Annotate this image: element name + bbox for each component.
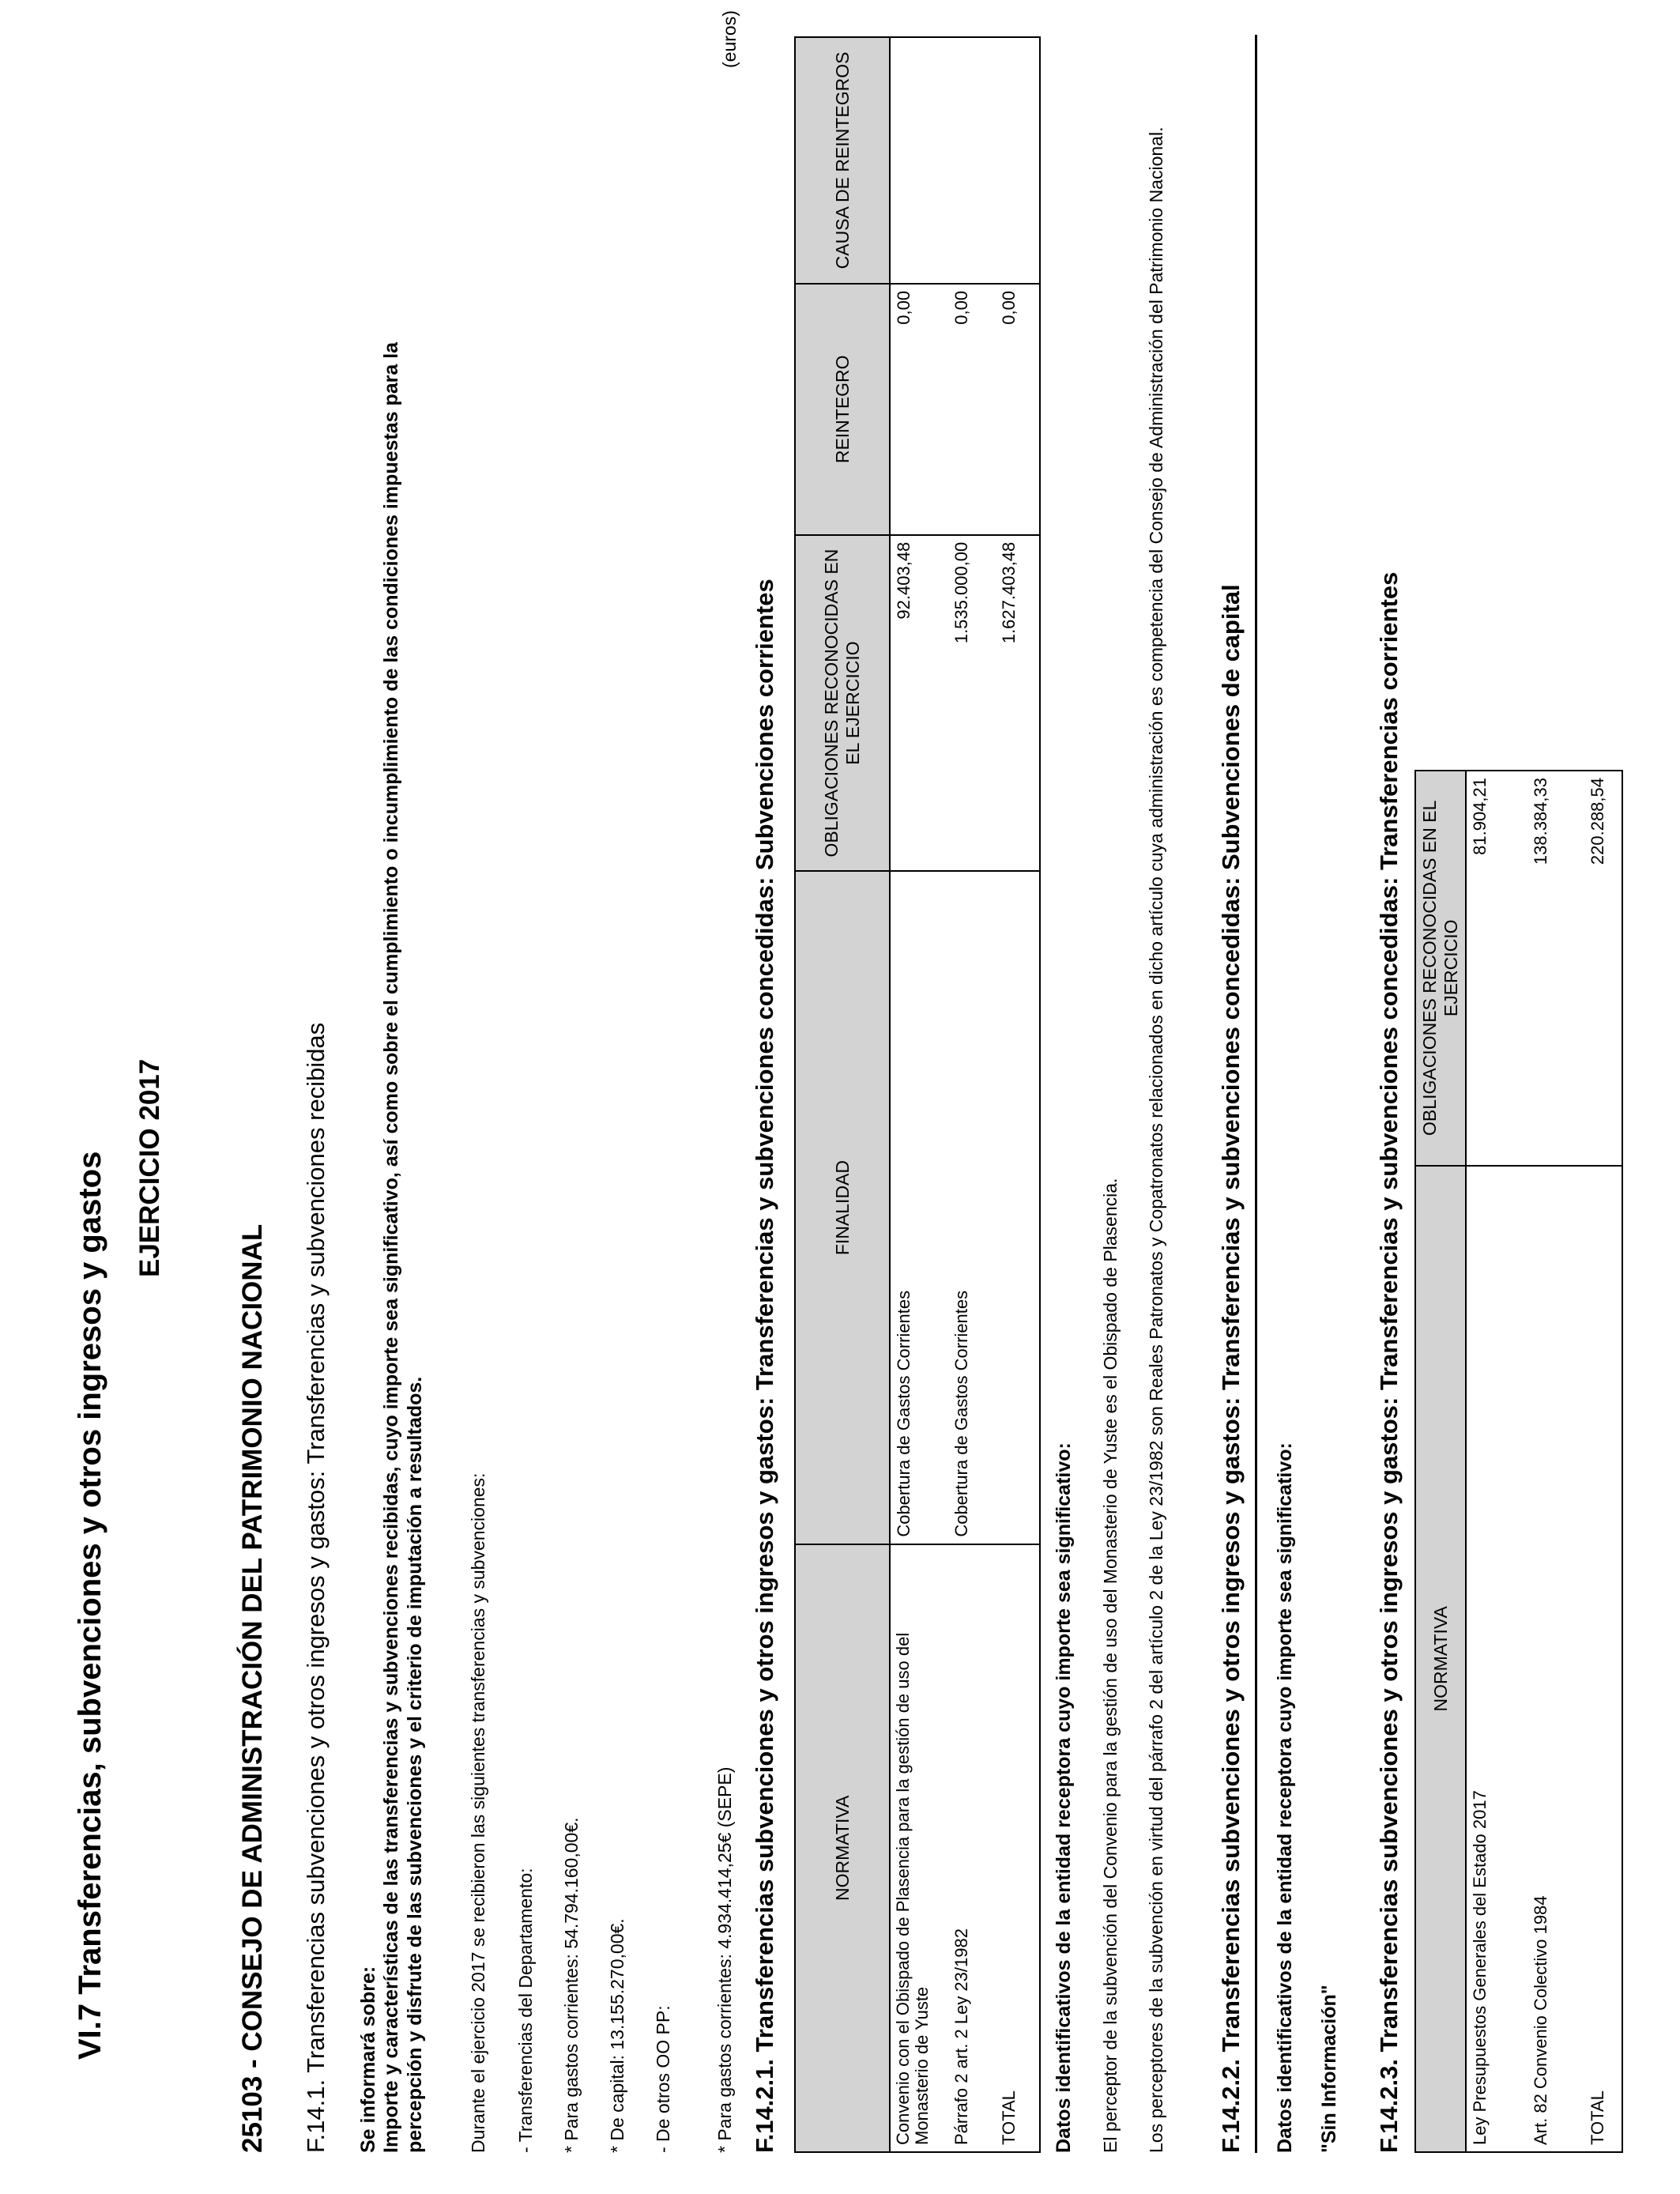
cell-obligaciones: 1.535.000,00 <box>948 535 996 872</box>
table-total-row <box>1584 771 1622 2152</box>
section-f1421-heading: F.14.2.1. Transferencias subvenciones y otros ingresos y gastos: Transferencias y subvenciones concedidas: Subvenciones corrientes <box>751 579 778 2153</box>
receptor-title-2: Datos identificativos de la entidad receptora cuyo importe sea significativo: <box>1274 1442 1296 2153</box>
receptor-paragraph-2: Los perceptores de la subvención en virtud del párrafo 2 del artículo 2 de la Ley 23/1982 son Reales Patronatos y Copatronatos relacionados en dicho artículo cuya administración es competencia del Consejo de Administración del Patrimonio Nacional. <box>1146 126 1166 2153</box>
entity-heading: 25103 - CONSEJO DE ADMINISTRACIÓN DEL PATRIMONIO NACIONAL <box>237 1223 268 2153</box>
received-sepe: * Para gastos corrientes: 4.934.414,25€ (SEPE) <box>714 1766 735 2153</box>
col-header-obligaciones: OBLIGACIONES RECONOCIDAS EN EL EJERCICIO <box>1415 771 1466 1166</box>
page-title: VI.7 Transferencias, subvenciones y otros ingresos y gastos <box>73 1151 107 2060</box>
cell-finalidad: Cobertura de Gastos Corrientes <box>948 871 996 1544</box>
cell-total-obligaciones: 220.288,54 <box>1584 771 1622 1166</box>
received-capital: * De capital: 13.155.270,00€. <box>607 1918 627 2153</box>
cell-obligaciones: 81.904,21 <box>1466 771 1527 1166</box>
cell-total-label: TOTAL <box>996 1544 1040 2152</box>
section-f1423-heading: F.14.2.3. Transferencias subvenciones y otros ingresos y gastos: Transferencias y subvenciones concedidas: Transferencias corrientes <box>1375 571 1403 2153</box>
section-divider <box>1255 35 1257 2153</box>
col-header-normativa: NORMATIVA <box>795 1544 890 2152</box>
info-label: Se informará sobre: <box>357 1966 379 2153</box>
col-header-causa: CAUSA DE REINTEGROS <box>795 37 890 284</box>
table-total-row <box>996 37 1040 2152</box>
cell-total-obligaciones: 1.627.403,48 <box>996 535 1040 872</box>
cell-total-label: TOTAL <box>1584 1166 1622 2152</box>
cell-total-causa <box>996 37 1040 284</box>
cell-finalidad: Cobertura de Gastos Corrientes <box>890 871 948 1544</box>
cell-normativa: Ley Presupuestos Generales del Estado 2017 <box>1466 1166 1527 2152</box>
cell-normativa: Convenio con el Obispado de Plasencia para la gestión de uso del Monasterio de Yuste <box>890 1544 948 2152</box>
transfers-table <box>1414 770 1623 2153</box>
receptor-title-1: Datos identificativos de la entidad receptora cuyo importe sea significativo: <box>1053 1442 1075 2153</box>
cell-causa <box>890 37 948 284</box>
table-row <box>890 37 948 2152</box>
received-dept: - Transferencias del Departamento: <box>515 1868 536 2153</box>
received-otros: - De otros OO PP: <box>653 2005 673 2153</box>
cell-normativa: Párrafo 2 art. 2 Ley 23/1982 <box>948 1544 996 2152</box>
section-f1422-heading: F.14.2.2. Transferencias subvenciones y otros ingresos y gastos: Transferencias y subvenciones concedidas: Subvenciones de capital <box>1217 584 1245 2153</box>
cell-reintegro: 0,00 <box>948 284 996 535</box>
received-corrientes: * Para gastos corrientes: 54.794.160,00€. <box>561 1817 582 2153</box>
col-header-reintegro: REINTEGRO <box>795 284 890 535</box>
col-header-normativa: NORMATIVA <box>1415 1166 1466 2152</box>
exercise-heading: EJERCICIO 2017 <box>134 1058 165 1277</box>
cell-reintegro: 0,00 <box>890 284 948 535</box>
subsidies-table <box>794 36 1041 2153</box>
table-row <box>1527 771 1584 2152</box>
no-information-text: "Sin Información" <box>1318 1985 1340 2153</box>
cell-obligaciones: 138.384,33 <box>1527 771 1584 1166</box>
col-header-obligaciones: OBLIGACIONES RECONOCIDAS EN EL EJERCICIO <box>795 535 890 872</box>
table-row <box>1466 771 1527 2152</box>
cell-causa <box>948 37 996 284</box>
section-f141-heading: F.14.1. Transferencias subvenciones y otros ingresos y gastos: Transferencias y subvenciones recibidas <box>302 1022 330 2153</box>
receptor-paragraph-1: El perceptor de la subvención del Convenio para la gestión de uso del Monasterio de Yuste es el Obispado de Plasencia. <box>1100 1178 1121 2153</box>
cell-total-finalidad <box>996 871 1040 1544</box>
cell-total-reintegro: 0,00 <box>996 284 1040 535</box>
info-text: Importe y características de las transferencias y subvenciones recibidas, cuyo importe sea significativo, así como sobre el cumplimiento o incumplimiento de las condiciones impuestas para la percepción y disfrute de las subvenciones y el criterio de imputación a resultados. <box>380 341 426 2153</box>
units-label: (euros) <box>719 10 740 68</box>
cell-normativa: Art. 82 Convenio Colectivo 1984 <box>1527 1166 1584 2152</box>
table-row <box>948 37 996 2152</box>
col-header-finalidad: FINALIDAD <box>795 871 890 1544</box>
cell-obligaciones: 92.403,48 <box>890 535 948 872</box>
received-intro: Durante el ejercicio 2017 se recibieron las siguientes transferencias y subvenciones: <box>468 1472 488 2153</box>
